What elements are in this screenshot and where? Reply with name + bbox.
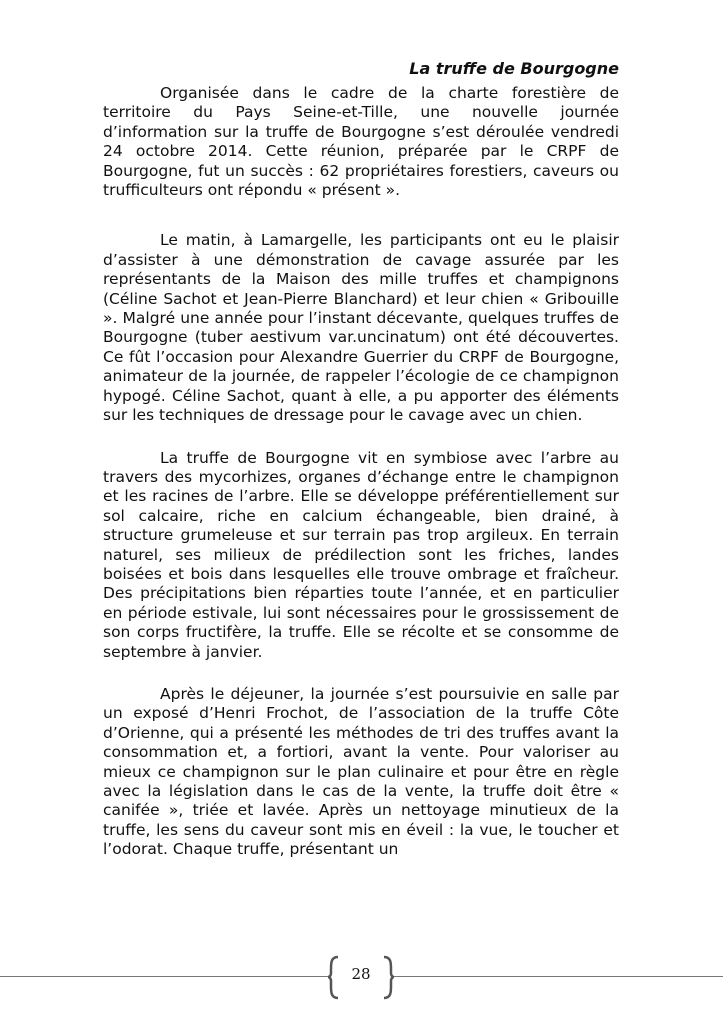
page-content: [103, 58, 619, 860]
page-number-frame: [328, 955, 394, 1000]
page-number: 28: [351, 965, 371, 983]
paragraph-ecology: La truffe de Bourgogne vit en symbiose avec l’arbre au travers des mycorhizes, organes d’échange entre le champignon et les racines de l’arbre. Elle se développe préférentiellement sur sol calcaire, riche en calcium échangeable, bien drainé, à structure grumeleuse et sur terrain pas trop argileux. En terrain naturel, ses milieux de prédilection sont les friches, landes boisées et bois dans lesquelles elle trouve ombrage et fraîcheur. Des précipitations bien réparties toute l’année, et en particulier en période estivale, lui sont nécessaires pour le grossissement de son corps fructifère, la truffe. Elle se récolte et se consomme de septembre à janvier.: [103, 448, 619, 661]
paragraph-afternoon: Après le déjeuner, la journée s’est poursuivie en salle par un exposé d’Henri Frochot, de l’association de la truffe Côte d’Orienne, qui a présenté les méthodes de tri des truffes avant la consommation et, a fortiori, avant la vente. Pour valoriser au mieux ce champignon sur le plan culinaire et pour être en règle avec la législation dans le cas de la vente, la truffe doit être « canifée », triée et lavée. Après un nettoyage minutieux de la truffe, les sens du caveur sont mis en éveil : la vue, le toucher et l’odorat. Chaque truffe, présentant un: [103, 684, 619, 859]
footer-rule-left: [0, 976, 330, 977]
article-title: La truffe de Bourgogne: [409, 59, 619, 78]
page-footer: [0, 955, 723, 1000]
paragraph-intro: Organisée dans le cadre de la charte forestière de territoire du Pays Seine-et-Tille, une nouvelle journée d’information sur la truffe de Bourgogne s’est déroulée vendredi 24 octobre 2014. Cette réunion, préparée par le CRPF de Bourgogne, fut un succès : 62 propriétaires forestiers, caveurs ou trufficulteurs ont répondu « présent ».: [103, 84, 619, 200]
paragraph-morning: Le matin, à Lamargelle, les participants ont eu le plaisir d’assister à une démonstration de cavage assurée par les représentants de la Maison des mille truffes et champignons (Céline Sachot et Jean-Pierre Blanchard) et leur chien « Gribouille ». Malgré une année pour l’instant décevante, quelques truffes de Bourgogne (tuber aestivum var.uncinatum) ont été découvertes. Ce fût l’occasion pour Alexandre Guerrier du CRPF de Bourgogne, animateur de la journée, de rappeler l’écologie de ce champignon hypogé. Céline Sachot, quant à elle, a pu apporter des éléments sur les techniques de dressage pour le cavage avec un chien.: [103, 231, 619, 425]
footer-rule-right: [392, 976, 723, 977]
